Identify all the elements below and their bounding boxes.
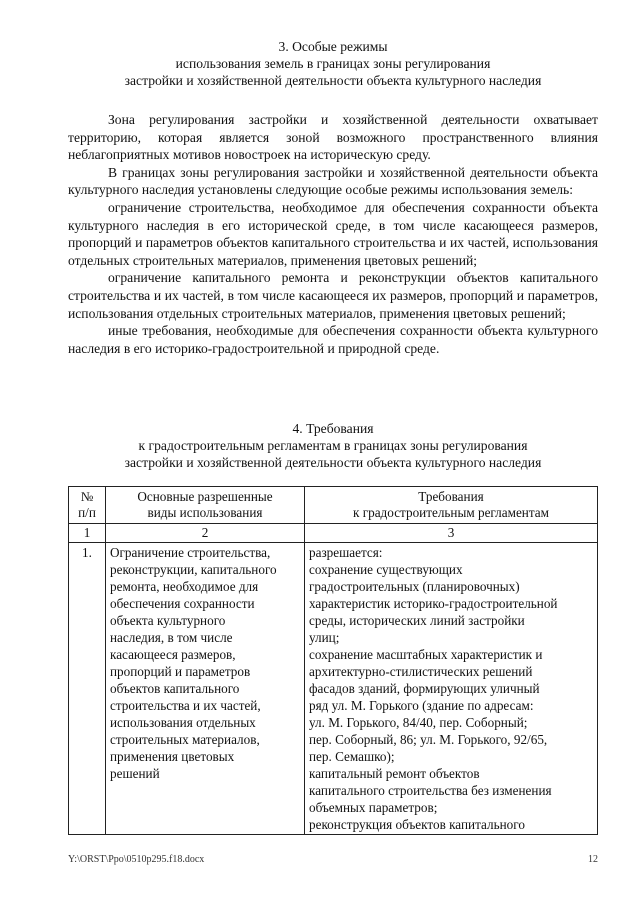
- paragraph-3: ограничение строительства, необходимое для обеспечения сохранности объекта культурного наследия в его исторической среде, в том числе касающееся размеров, пропорций и параметров объектов капитального строительства и их частей, использования отдельных строительных материалов, применения цветовых решений;: [68, 199, 598, 268]
- header-permitted-uses-line1: Основные разрешенные: [137, 489, 273, 504]
- header-requirements-line2: к градостроительным регламентам: [353, 505, 549, 520]
- requirement-line: капитального строительства без изменения: [309, 783, 552, 798]
- requirement-line: улиц;: [309, 630, 340, 645]
- row-permitted-use: [106, 543, 305, 835]
- header-permitted-uses: [106, 487, 305, 524]
- column-number-3: 3: [305, 524, 598, 543]
- section-4-subtitle-line1: к градостроительным регламентам в границах зоны регулирования: [138, 438, 528, 453]
- requirement-line: ряд ул. М. Горького (здание по адресам:: [309, 698, 534, 713]
- section-3-subtitle-line2: застройки и хозяйственной деятельности объекта культурного наследия: [124, 73, 542, 88]
- permitted-use-line: строительства и их частей,: [110, 698, 261, 713]
- requirement-line: капитальный ремонт объектов: [309, 766, 480, 781]
- permitted-use-line: объекта культурного: [110, 613, 226, 628]
- header-requirements: [305, 487, 598, 524]
- section-4-heading: [68, 420, 598, 471]
- requirement-line: объемных параметров;: [309, 800, 438, 815]
- row-requirements: [305, 543, 598, 835]
- permitted-use-line: ремонта, необходимое для: [110, 579, 259, 594]
- permitted-use-line: касающееся размеров,: [110, 647, 236, 662]
- requirement-line: характеристик историко-градостроительной: [309, 596, 558, 611]
- requirement-line: пер. Соборный, 86; ул. М. Горького, 92/65,: [309, 732, 548, 747]
- requirement-line: фасадов зданий, формирующих уличный: [309, 681, 540, 696]
- permitted-use-line: Ограничение строительства,: [110, 545, 271, 560]
- section-4-title: 4. Требования: [292, 421, 374, 436]
- section-4-subtitle-line2: застройки и хозяйственной деятельности объекта культурного наследия: [124, 455, 542, 470]
- column-number-2: 2: [106, 524, 305, 543]
- header-number-line2: п/п: [78, 505, 96, 520]
- requirement-line: пер. Семашко);: [309, 749, 395, 764]
- permitted-use-line: решений: [110, 766, 160, 781]
- paragraph-5: иные требования, необходимые для обеспечения сохранности объекта культурного наследия в его историко-градостроительной и природной среде.: [68, 323, 598, 356]
- header-number: [69, 487, 106, 524]
- requirements-table: [68, 486, 598, 835]
- permitted-use-line: применения цветовых: [110, 749, 235, 764]
- file-path: Y:\ORST\Ppo\0510p295.f18.docx: [68, 854, 205, 865]
- header-requirements-line1: Требования: [418, 489, 484, 504]
- requirement-line: ул. М. Горького, 84/40, пер. Соборный;: [309, 715, 528, 730]
- page-number: 12: [588, 854, 598, 865]
- row-number: 1.: [69, 543, 106, 835]
- permitted-use-line: пропорций и параметров: [110, 664, 251, 679]
- table-column-numbers-row: [69, 524, 598, 543]
- paragraph-4: ограничение капитального ремонта и реконструкции объектов капитального строительства и их частей, в том числе касающееся их размеров, пропорций и параметров, использования отдельных строительных материалов, применения цветовых решений;: [68, 270, 598, 321]
- section-3-body: [68, 111, 598, 357]
- requirement-line: реконструкция объектов капитального: [309, 817, 525, 832]
- section-3-heading: [68, 38, 598, 89]
- section-3-title: 3. Особые режимы: [278, 39, 388, 54]
- requirement-line: разрешается:: [309, 545, 383, 560]
- requirement-line: сохранение масштабных характеристик и: [309, 647, 543, 662]
- table-row: [69, 543, 598, 835]
- paragraph-1: Зона регулирования застройки и хозяйственной деятельности охватывает территорию, которая является зоной возможного пространственного влияния неблагоприятных мотивов новостроек на историческую среду.: [68, 112, 598, 163]
- requirement-line: архитектурно-стилистических решений: [309, 664, 533, 679]
- requirement-line: сохранение существующих: [309, 562, 463, 577]
- permitted-use-line: объектов капитального: [110, 681, 240, 696]
- paragraph-2: В границах зоны регулирования застройки и хозяйственной деятельности объекта культурного наследия установлены следующие особые режимы использования земель:: [68, 164, 598, 198]
- requirement-line: градостроительных (планировочных): [309, 579, 520, 594]
- header-number-line1: №: [80, 489, 94, 504]
- permitted-use-line: использования отдельных: [110, 715, 256, 730]
- section-3-subtitle-line1: использования земель в границах зоны регулирования: [175, 56, 491, 71]
- table-header-row: [69, 487, 598, 524]
- header-permitted-uses-line2: виды использования: [147, 505, 263, 520]
- permitted-use-line: обеспечения сохранности: [110, 596, 255, 611]
- requirement-line: среды, исторических линий застройки: [309, 613, 525, 628]
- column-number-1: 1: [69, 524, 106, 543]
- permitted-use-line: реконструкции, капитального: [110, 562, 277, 577]
- permitted-use-line: наследия, в том числе: [110, 630, 233, 645]
- permitted-use-line: строительных материалов,: [110, 732, 260, 747]
